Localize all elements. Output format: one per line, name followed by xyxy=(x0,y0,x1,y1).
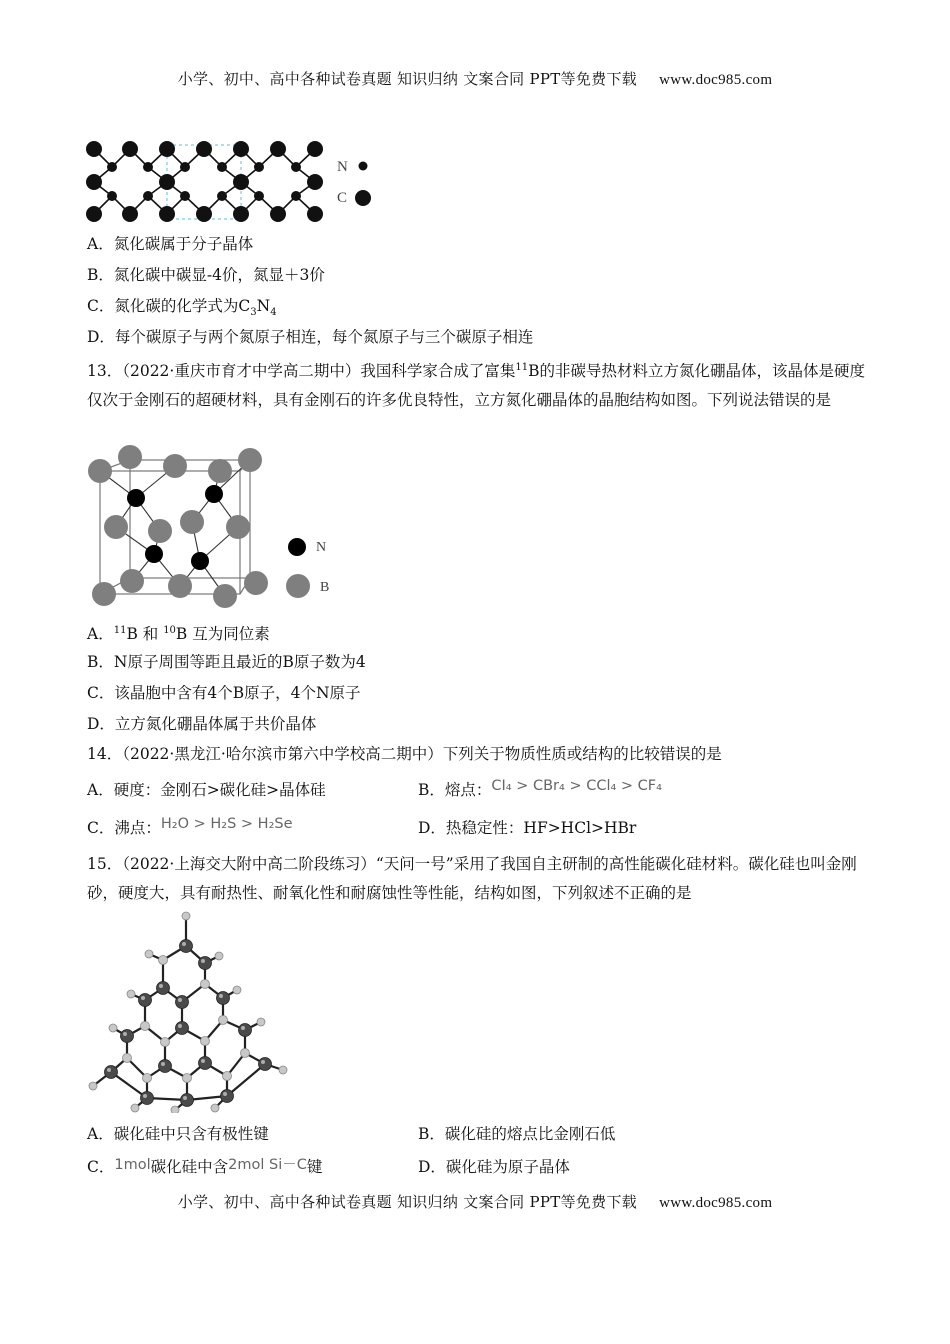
q13-option-d: D．立方氮化硼晶体属于共价晶体 xyxy=(87,715,317,733)
q12-option-d: D．每个碳原子与两个氮原子相连，每个氮原子与三个碳原子相连 xyxy=(87,328,534,346)
q12-option-b: B．氮化碳中碳显-4价，氮显＋3价 xyxy=(87,266,325,284)
q13-stem: 13．（2022·重庆市育才中学高二期中）我国科学家合成了富集$^{11}$B的非碳导热材料立方氮化硼晶体，该晶体是硬度仅次于金刚石的超硬材料，具有金刚石的许多优良特性，立方氮化硼晶体的晶胞结构如图。下列说法错误的是 xyxy=(87,362,865,410)
footer-site: www.doc985.com xyxy=(659,1195,773,1211)
footer-text: 小学、初中、高中各种试卷真题 知识归纳 文案合同 PPT等免费下载 xyxy=(177,1193,638,1211)
formula-c3n4: $C_3N_4$ xyxy=(238,297,277,319)
q14-stem: 14．（2022·黑龙江·哈尔滨市第六中学校高二期中）下列关于物质性质或结构的比较错误的是 xyxy=(87,745,722,763)
q13-option-a: A．$^{11}$B 和 $^{10}$B 互为同位素 xyxy=(87,625,270,644)
q12-option-c-text: C．氮化碳的化学式为 xyxy=(87,297,239,315)
melting-point-formula: CI₄ > CBr₄ > CCl₄ > CF₄ xyxy=(491,778,662,794)
header-site: www.doc985.com xyxy=(659,72,773,88)
q15-option-a: A．碳化硅中只含有极性键 xyxy=(87,1125,269,1143)
q14-option-b: B．熔点：CI₄ > CBr₄ > CCl₄ > CF₄ xyxy=(418,778,662,799)
q15-option-b: B．碳化硅的熔点比金刚石低 xyxy=(418,1125,616,1143)
formula-2mol-si-c: 2mol Si－C xyxy=(228,1157,307,1173)
page-header xyxy=(0,68,950,89)
legend-c-label: C xyxy=(337,190,348,206)
q13-option-c: C．该晶胞中含有4个B原子，4个N原子 xyxy=(87,684,361,702)
q13-option-b: B．N原子周围等距且最近的B原子数为4 xyxy=(87,653,366,671)
q12-option-a: A．氮化碳属于分子晶体 xyxy=(87,235,254,253)
carbon-nitride-figure xyxy=(80,135,380,230)
page-footer xyxy=(0,1191,950,1212)
legend-b-label: B xyxy=(320,580,330,595)
q14-option-a: A．硬度：金刚石>碳化硅>晶体硅 xyxy=(87,781,326,799)
legend-n-label: N xyxy=(316,540,327,555)
q12-option-c xyxy=(87,295,277,324)
q15-option-d: D．碳化硅为原子晶体 xyxy=(418,1158,570,1176)
boron-nitride-figure xyxy=(80,440,350,615)
boiling-point-formula: H₂O > H₂S > H₂Se xyxy=(160,816,293,832)
header-text: 小学、初中、高中各种试卷真题 知识归纳 文案合同 PPT等免费下载 xyxy=(177,70,638,88)
formula-1mol: 1mol xyxy=(114,1157,151,1173)
q15-stem: 15．（2022·上海交大附中高二阶段练习）“天问一号”采用了我国自主研制的高性能碳化硅材料。碳化硅也叫金刚砂，硬度大，具有耐热性、耐氧化性和耐腐蚀性等性能，结构如图，下列叙述不正确的是 xyxy=(87,855,857,902)
silicon-carbide-figure xyxy=(85,908,295,1113)
q15-option-c: C．1mol碳化硅中含2mol Si－C键 xyxy=(87,1157,323,1176)
legend-n-label: N xyxy=(337,159,348,175)
q14-option-c: C．沸点：H₂O > H₂S > H₂Se xyxy=(87,816,293,837)
q14-option-d: D．热稳定性：HF>HCl>HBr xyxy=(418,819,637,837)
